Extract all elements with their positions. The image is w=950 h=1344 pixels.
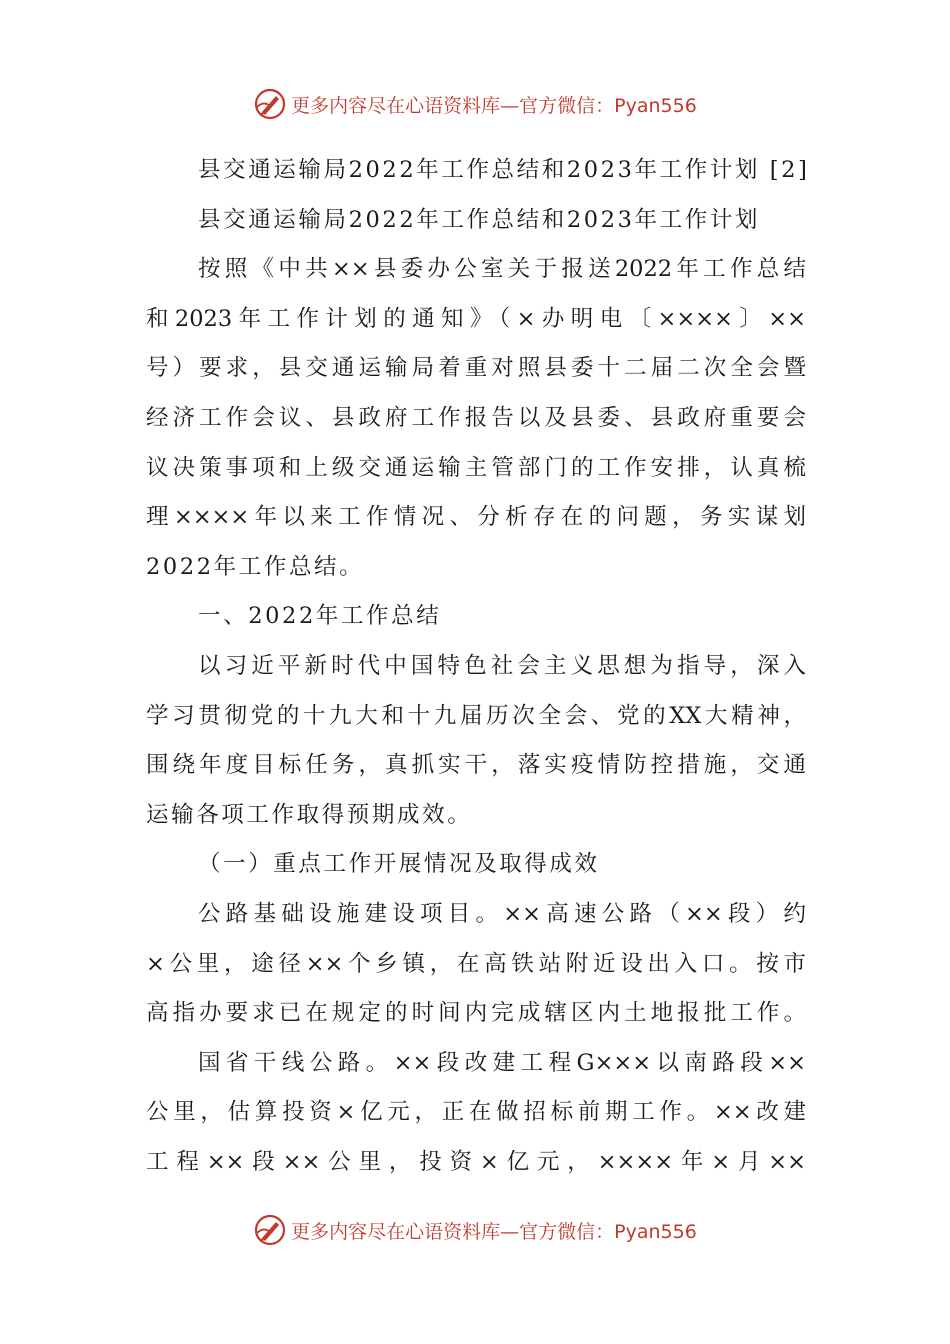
watermark-text: 更多内容尽在心语资料库—官方微信： (291, 1220, 615, 1243)
paragraph-line: 理××××年以来工作情况、分析存在的问题，务实谋划 (146, 504, 806, 531)
paragraph-line: 工程××段××公里，投资×亿元，××××年×月×× (146, 1148, 806, 1175)
doc-title-line: 县交通运输局2022年工作总结和2023年工作计划 [2] (198, 157, 810, 183)
section-heading: 一、2022年工作总结 (198, 603, 442, 630)
watermark-account: Pyan556 (614, 1220, 697, 1243)
paragraph-line: 高指办要求已在规定的时间内完成辖区内土地报批工作。 (146, 1000, 806, 1027)
paragraph-line: 经济工作会议、县政府工作报告以及县委、县政府重要会 (146, 404, 806, 431)
paragraph-line: 围绕年度目标任务，真抓实干，落实疫情防控措施，交通 (146, 752, 806, 779)
paragraph-line: 以习近平新时代中国特色社会主义思想为指导，深入 (198, 652, 806, 679)
paragraph-line: 公里，估算投资×亿元，正在做招标前期工作。××改建 (146, 1099, 806, 1126)
paragraph-line: 国省干线公路。××段改建工程G×××以南路段×× (198, 1049, 806, 1076)
paragraph-line: 公路基础设施建设项目。××高速公路（××段）约 (198, 900, 806, 927)
paragraph-line: 议决策事项和上级交通运输主管部门的工作安排，认真梳 (146, 454, 806, 481)
paragraph-line: 学习贯彻党的十九大和十九届历次全会、党的XX大精神， (146, 702, 806, 729)
paragraph-line: 运输各项工作取得预期成效。 (146, 801, 473, 828)
paragraph-line: 2022年工作总结。 (146, 553, 365, 580)
watermark-text: 更多内容尽在心语资料库—官方微信： (291, 94, 615, 117)
watermark-banner-bottom (0, 1210, 950, 1250)
pen-logo-icon (253, 1213, 287, 1247)
watermark-banner-top (0, 84, 950, 124)
watermark-account: Pyan556 (614, 94, 697, 117)
doc-subtitle-line: 县交通运输局2022年工作总结和2023年工作计划 (198, 206, 761, 233)
paragraph-line: 和2023年工作计划的通知》（×办明电〔××××〕×× (146, 305, 806, 332)
document-body (146, 146, 810, 1187)
subsection-heading: （一）重点工作开展情况及取得成效 (198, 851, 600, 878)
paragraph-line: 号）要求，县交通运输局着重对照县委十二届二次全会暨 (146, 355, 806, 382)
paragraph-line: ×公里，途径××个乡镇，在高铁站附近设出入口。按市 (146, 950, 806, 977)
pen-logo-icon (253, 87, 287, 121)
paragraph-line: 按照《中共××县委办公室关于报送2022年工作总结 (198, 256, 806, 283)
